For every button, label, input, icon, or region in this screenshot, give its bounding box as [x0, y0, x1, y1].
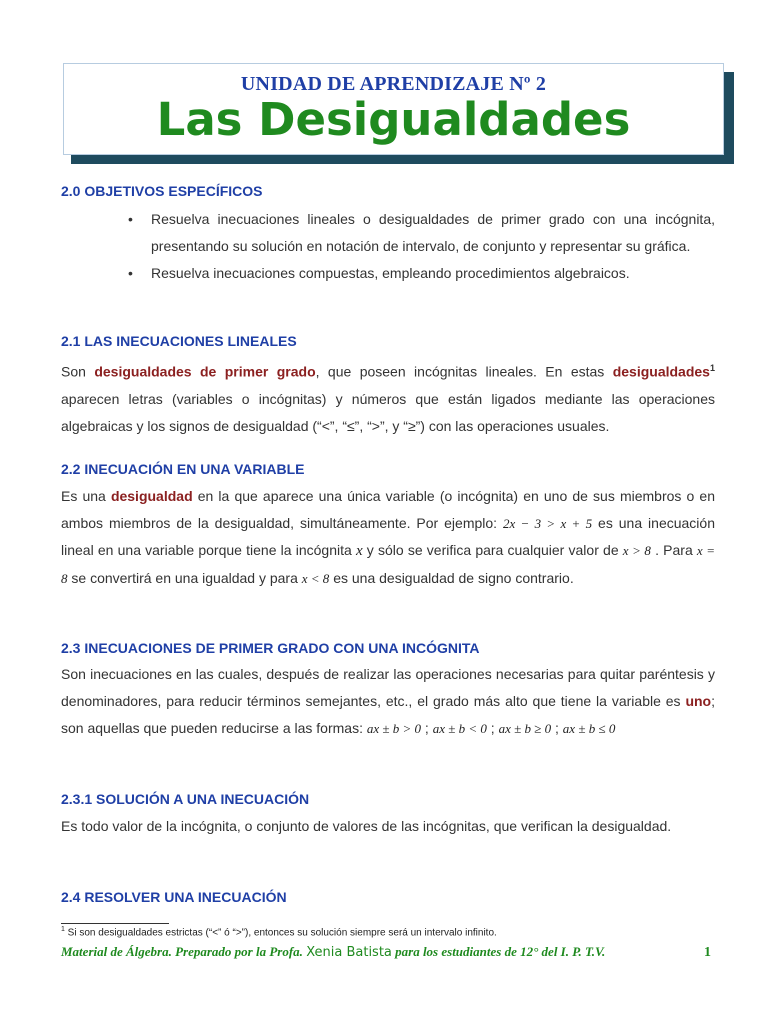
- footnote-divider: [61, 923, 169, 924]
- title-box: [63, 63, 724, 155]
- footnote: $^1$ Si son desigualdades estrictas (“<” ó “>”), entonces su solución siempre será un intervalo infinito.: [61, 926, 497, 939]
- section-heading-2-3: 2.3 INECUACIONES DE PRIMER GRADO CON UNA INCÓGNITA: [61, 640, 480, 656]
- section-heading-2-0: 2.0 OBJETIVOS ESPECÍFICOS: [61, 183, 263, 199]
- highlight-term: desigualdades: [612, 363, 710, 380]
- math-expression: x < 8: [301, 571, 330, 586]
- paragraph-2-3: Son inecuaciones en las cuales, después de realizar las operaciones necesarias para quitar paréntesis y denominadores, para reducir términos semejantes, etc., el grado más alto que tiene la variable es uno; son aquellas que pueden reducirse a las formas: ax ± b > 0 ; ax ± b < 0 ; ax ± b ≥ 0 ; ax ± b ≤ 0: [61, 666, 715, 736]
- section-heading-2-1: 2.1 LAS INECUACIONES LINEALES: [61, 333, 297, 349]
- section-heading-2-3-1: 2.3.1 SOLUCIÓN A UNA INECUACIÓN: [61, 791, 310, 807]
- highlight-term: uno: [685, 693, 712, 709]
- bullet-icon: •: [128, 265, 133, 281]
- math-expression: 2x − 3 > x + 5: [503, 516, 593, 531]
- math-variable: x: [355, 543, 363, 559]
- math-expression: ax ± b > 0: [366, 721, 422, 736]
- bullet-icon: •: [128, 211, 133, 227]
- highlight-term: desigualdades de primer grado: [94, 363, 316, 380]
- page-title: Las Desigualdades: [156, 93, 631, 146]
- footnote-ref: 1: [709, 363, 715, 373]
- highlight-term: desigualdad: [110, 488, 193, 504]
- section-heading-2-4: 2.4 RESOLVER UNA INECUACIÓN: [61, 889, 287, 905]
- math-expression: x = 8: [61, 543, 716, 586]
- math-expression: ax ± b ≤ 0: [562, 721, 616, 736]
- objectives-list: [61, 206, 715, 287]
- list-item: • Resuelva inecuaciones lineales o desigualdades de primer grado con una incógnita, presentando su solución en notación de intervalo, de conjunto y representar su gráfica.: [61, 206, 715, 260]
- unit-heading: UNIDAD DE APRENDIZAJE Nº 2: [240, 73, 547, 95]
- math-expression: ax ± b < 0: [432, 721, 487, 736]
- section-heading-2-2: 2.2 INECUACIÓN EN UNA VARIABLE: [61, 461, 305, 477]
- page-footer: Material de Álgebra. Preparado por la Profa. Xenia Batista para los estudiantes de 12° del I. P. T.V.: [61, 944, 606, 960]
- paragraph-2-1: Son desigualdades de primer grado, que poseen incógnitas lineales. En estas desigualdades$^1$ aparecen letras (variables o incógnitas) y números que están ligados mediante las operaciones algebraicas y los signos de desigualdad (“<”, “≤”, “>”, y “≥”) con las operaciones usuales.: [61, 363, 715, 434]
- math-expression: x > 8: [622, 543, 651, 558]
- math-expression: ax ± b ≥ 0: [498, 721, 552, 736]
- page-number: 1: [704, 945, 711, 960]
- author-name: Xenia Batista: [306, 945, 392, 960]
- list-item: • Resuelva inecuaciones compuestas, empleando procedimientos algebraicos.: [61, 260, 715, 287]
- paragraph-2-3-1: Es todo valor de la incógnita, o conjunto de valores de las incógnitas, que verifican la desigualdad.: [61, 818, 672, 834]
- paragraph-2-2: Es una desigualdad en la que aparece una única variable (o incógnita) en uno de sus miembros o en ambos miembros de la desigualdad, simultáneamente. Por ejemplo: 2x − 3 > x + 5 es una inecuación lineal en una variable porque tiene la incógnita x y sólo se verifica para cualquier valor de x > 8 . Para x = 8 se convertirá en una igualdad y para x < 8 es una desigualdad de signo contrario.: [61, 488, 716, 586]
